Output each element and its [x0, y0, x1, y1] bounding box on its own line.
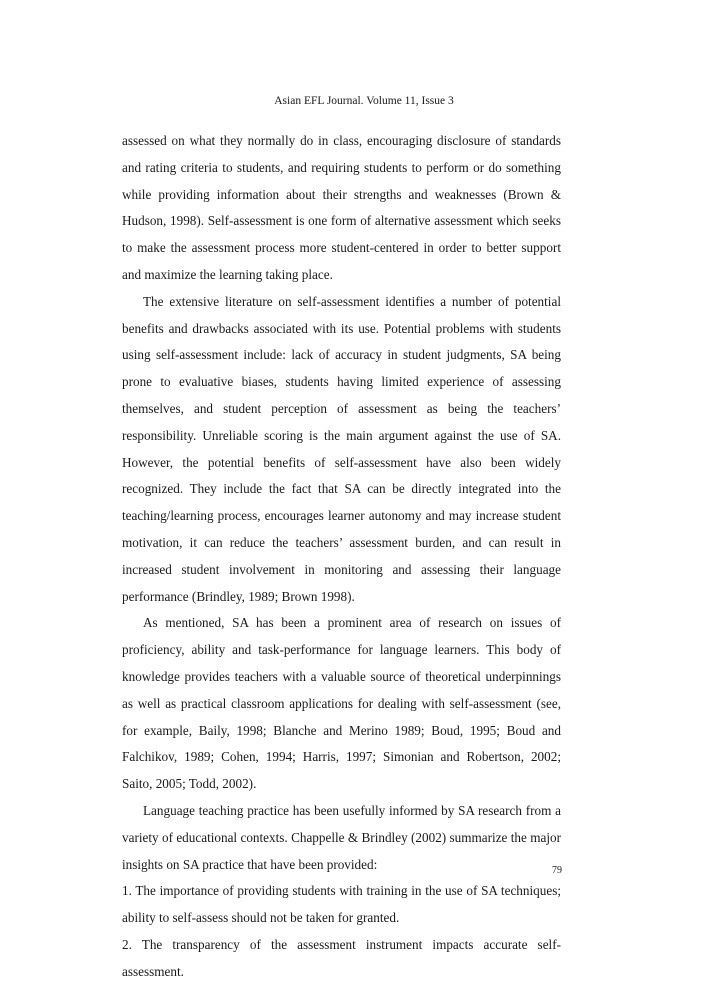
list-item-1: 1. The importance of providing students with training in the use of SA techniques; ability to self-assess should not be taken for granted. [122, 883, 561, 926]
body-text [122, 128, 561, 986]
page-number: 79 [552, 865, 562, 876]
paragraph-2: The extensive literature on self-assessment identifies a number of potential benefits and drawbacks associated with its use. Potential problems with students using self-assessment include: lack of accuracy in student judgments, SA being prone to evaluative biases, students having limited experience of assessing themselves, and student perception of assessment as being the teachers’ responsibility. Unreliable scoring is the main argument against the use of SA. However, the potential benefits of self-assessment have also been widely recognized. They include the fact that SA can be directly integrated into the teaching/learning process, encourages learner autonomy and may increase student motivation, it can reduce the teachers’ assessment burden, and can result in increased student involvement in monitoring and assessing their language performance (Brindley, 1989; Brown 1998). [122, 293, 561, 604]
running-header: Asian EFL Journal. Volume 11, Issue 3 [274, 95, 454, 107]
paragraph-3: As mentioned, SA has been a prominent area of research on issues of proficiency, ability and task-performance for language learners. This body of knowledge provides teachers with a valuable source of theoretical underpinnings as well as practical classroom applications for dealing with self-assessment (see, for example, Baily, 1998; Blanche and Merino 1989; Boud, 1995; Boud and Falchikov, 1989; Cohen, 1994; Harris, 1997; Simonian and Robertson, 2002; Saito, 2005; Todd, 2002). [122, 615, 561, 792]
paragraph-4: Language teaching practice has been usefully informed by SA research from a variety of educational contexts. Chappelle & Brindley (2002) summarize the major insights on SA practice that have been provided: [122, 802, 561, 872]
paragraph-1: assessed on what they normally do in class, encouraging disclosure of standards and rating criteria to students, and requiring students to perform or do something while providing information about their strengths and weaknesses (Brown & Hudson, 1998). Self-assessment is one form of alternative assessment which seeks to make the assessment process more student-centered in order to better support and maximize the learning taking place. [122, 133, 561, 282]
list-item-2: 2. The transparency of the assessment instrument impacts accurate self-assessment. [122, 936, 561, 979]
